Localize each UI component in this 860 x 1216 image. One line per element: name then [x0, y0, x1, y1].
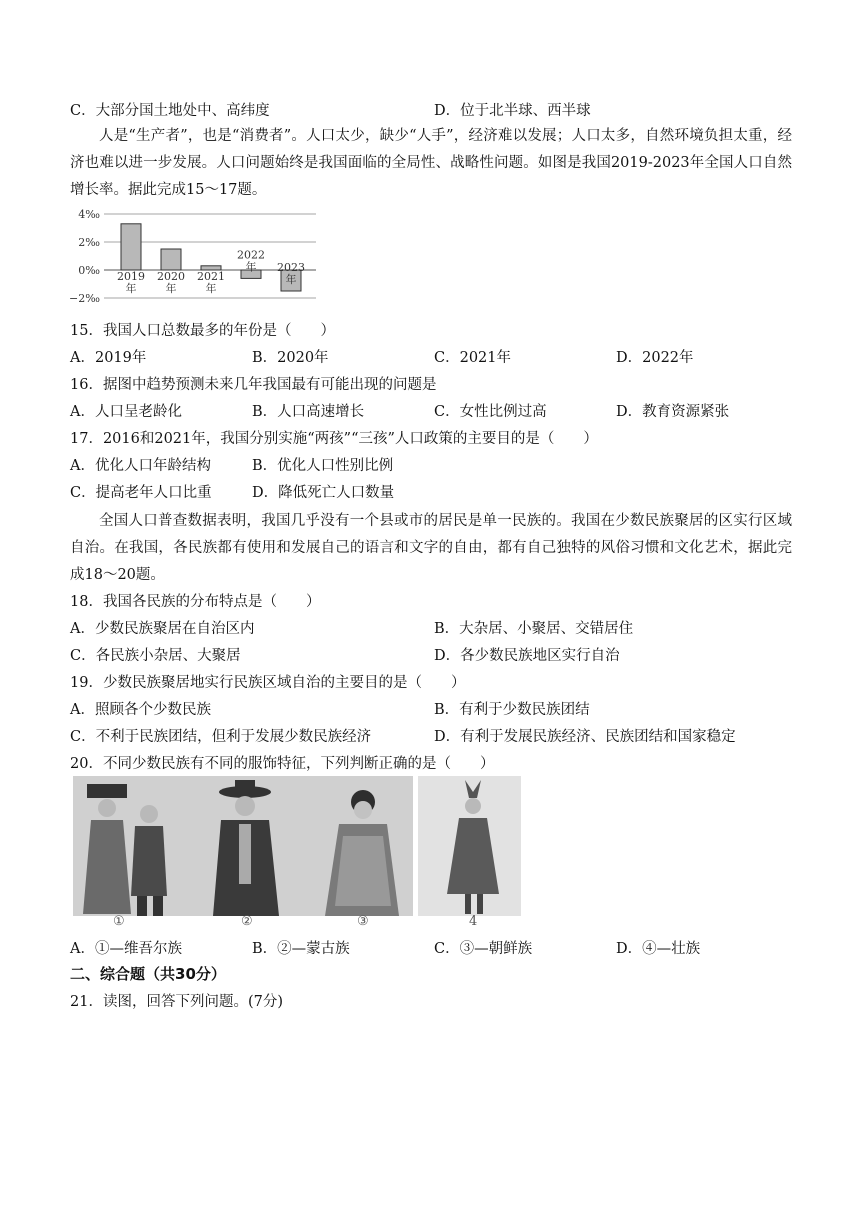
y-tick-label: 4‰	[78, 208, 100, 221]
q15-option-b: B．2020年	[252, 350, 329, 366]
q15-option-c: C．2021年	[434, 350, 511, 366]
q15-option-d: D．2022年	[616, 350, 694, 366]
q18-option-b: B．大杂居、小聚居、交错居住	[434, 621, 634, 637]
photo-labels	[73, 914, 521, 934]
q21-stem: 21．读图，回答下列问题。(7分)	[70, 994, 283, 1010]
q16-option-c: C．女性比例过高	[434, 404, 547, 420]
x-category-label-unit: 年	[285, 273, 297, 286]
x-category-label-unit: 年	[245, 260, 257, 274]
q18-option-d: D．各少数民族地区实行自治	[434, 648, 620, 664]
photo-label-1: ①	[113, 914, 125, 929]
q16-option-b: B．人口高速增长	[252, 404, 365, 420]
q17-option-d: D．降低死亡人口数量	[252, 485, 395, 501]
x-category-label: 2021	[197, 270, 225, 283]
option-d-prev: D．位于北半球、西半球	[434, 103, 591, 119]
intro-paragraph-population: 人是“生产者”，也是“消费者”。人口太少，缺少“人手”，经济难以发展；人口太多，自然环境负担太重，经济也难以进一步发展。人口问题始终是我国面临的全局性、战略性问题。如图是我国2019-2023年全国人口自然增长率。据此完成15～17题。	[70, 128, 792, 198]
q16-option-d: D．教育资源紧张	[616, 404, 730, 420]
q17-stem: 17．2016和2021年，我国分别实施“两孩”“三孩”人口政策的主要目的是（ ）	[70, 431, 598, 447]
bar	[161, 249, 181, 270]
q20-option-b: B．②—蒙古族	[252, 941, 350, 957]
photo-label-3: ③	[357, 914, 369, 929]
q19-option-c: C．不利于民族团结，但利于发展少数民族经济	[70, 729, 372, 745]
q20-option-d: D．④—壮族	[616, 941, 701, 957]
q19-option-a: A．照顾各个少数民族	[70, 702, 211, 718]
q20-option-a: A．①—维吾尔族	[70, 941, 182, 957]
option-c-prev: C．大部分国土地处中、高纬度	[70, 103, 270, 119]
x-category-label: 2019	[117, 270, 145, 283]
y-tick-label: 0‰	[78, 264, 100, 277]
q16-option-a: A．人口呈老龄化	[70, 404, 182, 420]
x-category-label: 2020	[157, 270, 185, 283]
x-category-label: 2022	[237, 248, 265, 262]
bar	[121, 224, 141, 270]
x-category-label: 2023	[277, 261, 305, 274]
q20-stem: 20．不同少数民族有不同的服饰特征，下列判断正确的是（ ）	[70, 756, 495, 772]
q15-option-a: A．2019年	[70, 350, 147, 366]
y-tick-label: −2‰	[69, 292, 100, 302]
q19-option-d: D．有利于发展民族经济、民族团结和国家稳定	[434, 729, 736, 745]
q19-stem: 19．少数民族聚居地实行民族区域自治的主要目的是（ ）	[70, 675, 466, 691]
x-category-label-unit: 年	[205, 282, 217, 295]
y-tick-label: 2‰	[78, 236, 100, 249]
q17-option-a: A．优化人口年龄结构	[70, 458, 211, 474]
photo-label-4: 4	[469, 914, 478, 929]
q17-option-b: B．优化人口性别比例	[252, 458, 394, 474]
q19-option-b: B．有利于少数民族团结	[434, 702, 590, 718]
ethnic-costume-photos	[73, 776, 521, 931]
q16-stem: 16．据图中趋势预测未来几年我国最有可能出现的问题是	[70, 377, 437, 393]
q20-option-c: C．③—朝鲜族	[434, 941, 533, 957]
q15-stem: 15．我国人口总数最多的年份是（ ）	[70, 323, 335, 339]
section-heading-comprehensive: 二、综合题（共30分）	[70, 965, 226, 983]
q17-option-c: C．提高老年人口比重	[70, 485, 212, 501]
intro-paragraph-ethnic: 全国人口普查数据表明，我国几乎没有一个县或市的居民是单一民族的。我国在少数民族聚居的区实行区域自治。在我国，各民族都有使用和发展自己的语言和文字的自由，都有自己独特的风俗习惯和文化艺术，据此完成18～20题。	[70, 513, 792, 583]
q18-stem: 18．我国各民族的分布特点是（ ）	[70, 594, 321, 610]
q18-option-c: C．各民族小杂居、大聚居	[70, 648, 241, 664]
population-growth-chart	[66, 206, 326, 302]
photo-label-2: ②	[241, 914, 253, 929]
x-category-label-unit: 年	[125, 282, 137, 295]
q18-option-a: A．少数民族聚居在自治区内	[70, 621, 255, 637]
x-category-label-unit: 年	[165, 282, 177, 295]
